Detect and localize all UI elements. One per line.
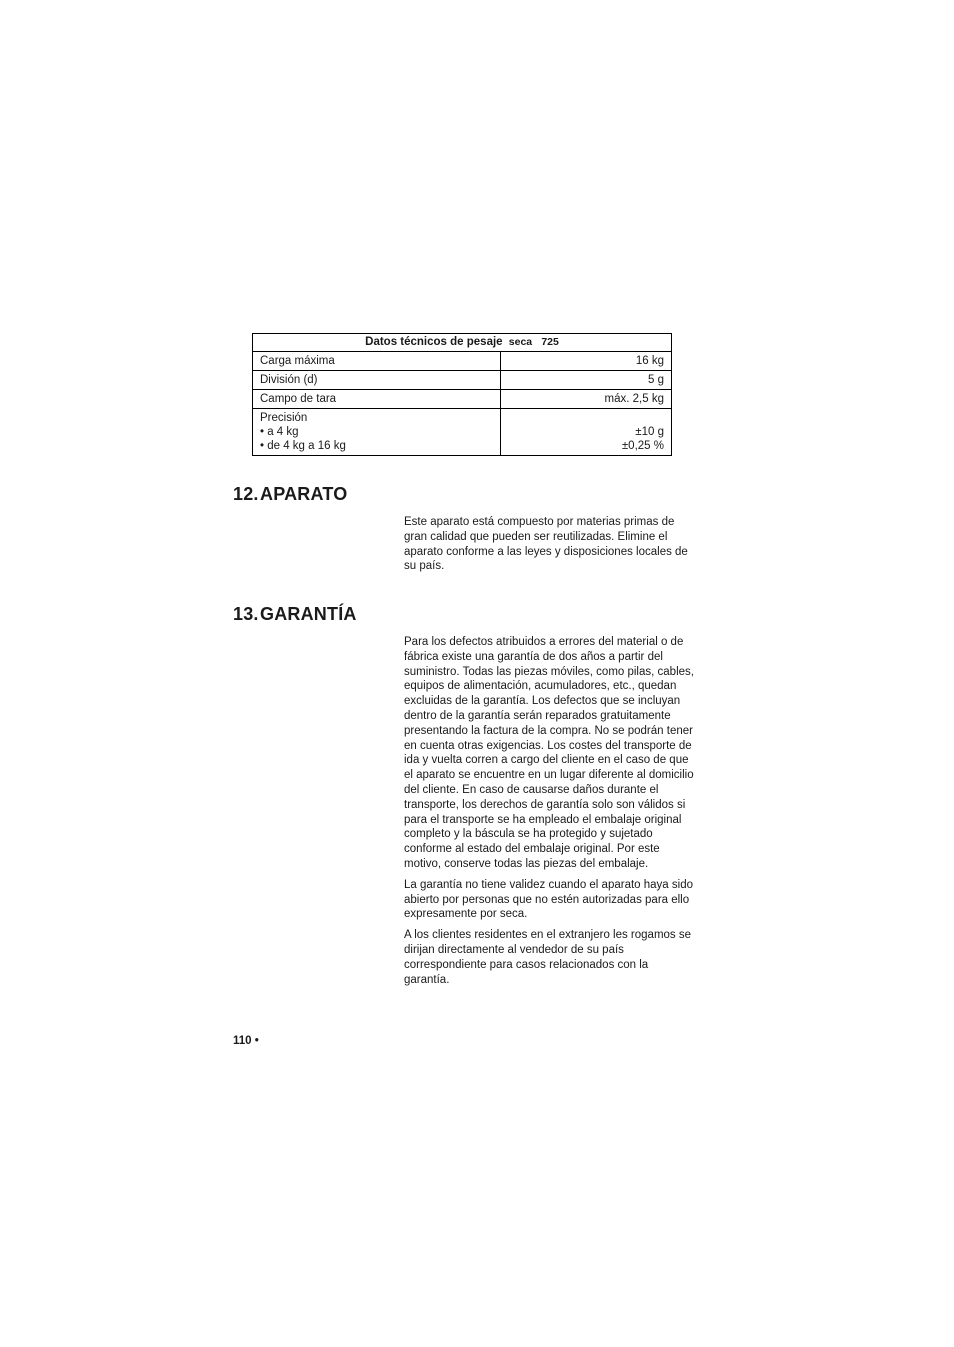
- model-number: 725: [541, 336, 559, 348]
- precision-labels: [253, 409, 501, 456]
- precision-item-label: • a 4 kg: [260, 426, 299, 438]
- page-number: 110 •: [233, 1035, 259, 1047]
- paragraph: A los clientes residentes en el extranjero les rogamos se dirijan directamente al vendedor de su país correspondiente para casos relacionados con la garantía.: [404, 929, 692, 986]
- table-header: [253, 334, 672, 352]
- row-value: 16 kg: [501, 352, 672, 371]
- table-row-precision: [253, 409, 672, 456]
- precision-item-label: • de 4 kg a 16 kg: [260, 440, 346, 452]
- precision-values: [501, 409, 672, 456]
- section-title: APARATO: [260, 484, 348, 504]
- section-title: GARANTÍA: [260, 604, 357, 624]
- row-value: máx. 2,5 kg: [501, 390, 672, 409]
- precision-item-value: ±10 g: [635, 426, 664, 438]
- row-label: Carga máxima: [253, 352, 501, 371]
- table-row: [253, 352, 672, 371]
- section-number: 12.: [233, 484, 259, 504]
- paragraph: La garantía no tiene validez cuando el aparato haya sido abierto por personas que no estén autorizadas para ello expresamente por seca.: [404, 878, 693, 921]
- row-label: División (d): [253, 371, 501, 390]
- section-number: 13.: [233, 604, 259, 624]
- paragraph: Para los defectos atribuidos a errores del material o de fábrica existe una garantía de dos años a partir del suministro. Todas las piezas móviles, como pilas, cables, equipos de alimentación, acumuladores, etc., quedan excluidas de la garantía. Los defectos que se incluyan dentro de la garantía serán reparados gratuitamente presentando la factura de la compra. No se podrán tener en cuenta otras exigencias. Los costes del transporte de ida y vuelta corren a cargo del cliente en el caso de que el aparato se encuentre en un lugar diferente al domicilio del cliente. En caso de causarse daños durante el transporte, los derechos de garantía solo son válidos si para el transporte se ha empleado el embalaje original completo y la báscula se ha protegido y sujetado conforme al estado del embalaje original. Por este motivo, conserve todas las piezas del embalaje.: [404, 636, 694, 870]
- row-label: Campo de tara: [253, 390, 501, 409]
- row-value: 5 g: [501, 371, 672, 390]
- table-row: [253, 371, 672, 390]
- section-13-body: [404, 635, 696, 993]
- section-12-body: [404, 515, 696, 580]
- precision-title: Precisión: [260, 412, 308, 424]
- technical-data-table: [252, 333, 672, 456]
- brand-name: seca: [508, 336, 533, 348]
- paragraph: Este aparato está compuesto por materias primas de gran calidad que pueden ser reutilizadas. Elimine el aparato conforme a las leyes y disposiciones locales de su país.: [404, 516, 688, 573]
- precision-item-value: ±0,25 %: [621, 440, 664, 452]
- table-row: [253, 390, 672, 409]
- table-title: Datos técnicos de pesaje: [365, 336, 503, 348]
- section-12-heading: [233, 484, 347, 505]
- section-13-heading: [233, 604, 357, 625]
